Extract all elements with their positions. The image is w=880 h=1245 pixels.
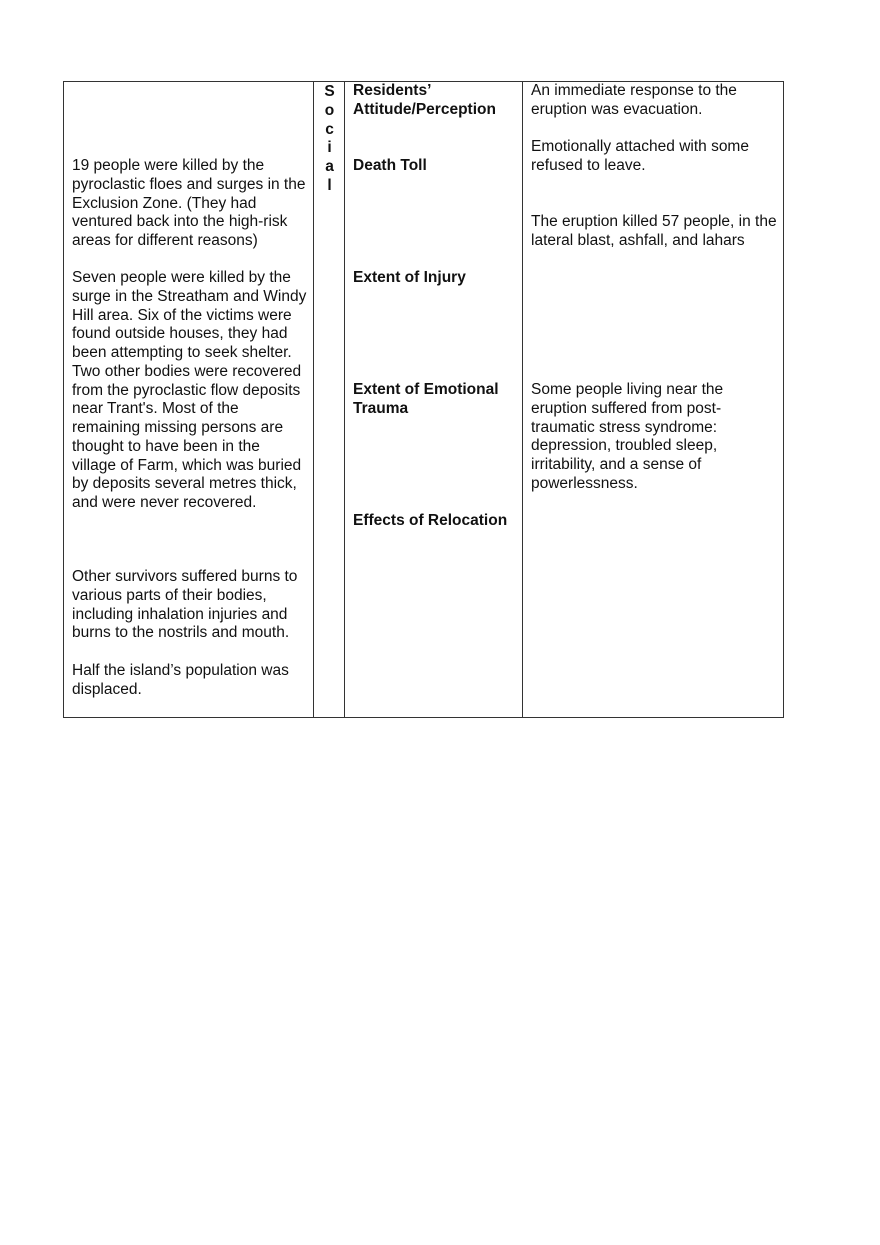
burn-injuries-text: Other survivors suffered burns to various parts of their bodies, including inhalation injuries and burns to the nostrils and mouth.: [72, 568, 298, 642]
eruption-deaths-text: The eruption killed 57 people, in the lateral blast, ashfall, and lahars: [531, 213, 777, 249]
residents-attitude-heading: Residents’ Attitude/Perception: [353, 82, 496, 118]
death-toll-heading: Death Toll: [353, 157, 427, 174]
relocation-effects-heading: Effects of Relocation: [353, 512, 508, 529]
category-column: [313, 82, 345, 717]
category-letter: l: [327, 176, 332, 194]
response-column: [522, 82, 785, 717]
emotional-trauma-heading: Extent of Emotional Trauma: [353, 381, 499, 417]
heading-column: [344, 82, 523, 717]
category-letter: i: [327, 139, 332, 157]
evidence-column: [64, 82, 313, 717]
category-letter: o: [324, 101, 335, 119]
category-letter: S: [324, 83, 335, 100]
social-impacts-table: [63, 81, 784, 718]
ptsd-text: Some people living near the eruption suffered from post-traumatic stress syndrome: depression, troubled sleep, irritability, and a sense of powerlessness.: [531, 381, 724, 492]
category-letter: c: [325, 120, 334, 138]
refused-to-leave-text: Emotionally attached with some refused to leave.: [531, 138, 749, 174]
pyroclastic-deaths-text: 19 people were killed by the pyroclastic floes and surges in the Exclusion Zone. (They had ventured back into the high-risk areas for different reasons): [72, 157, 306, 249]
extent-of-injury-heading: Extent of Injury: [353, 269, 466, 286]
displacement-text: Half the island’s population was displaced.: [72, 662, 289, 698]
evacuation-text: An immediate response to the eruption was evacuation.: [531, 82, 737, 118]
surge-deaths-text: Seven people were killed by the surge in the Streatham and Windy Hill area. Six of the victims were found outside houses, they had been attempting to seek shelter. Two other bodies were recovered from the pyroclastic flow deposits near Trant's. Most of the remaining missing persons are thought to have been in the village of Farm, which was buried by deposits several metres thick, and were never recovered.: [72, 269, 307, 511]
category-letter: a: [325, 158, 334, 175]
social-category-label: [314, 83, 345, 196]
